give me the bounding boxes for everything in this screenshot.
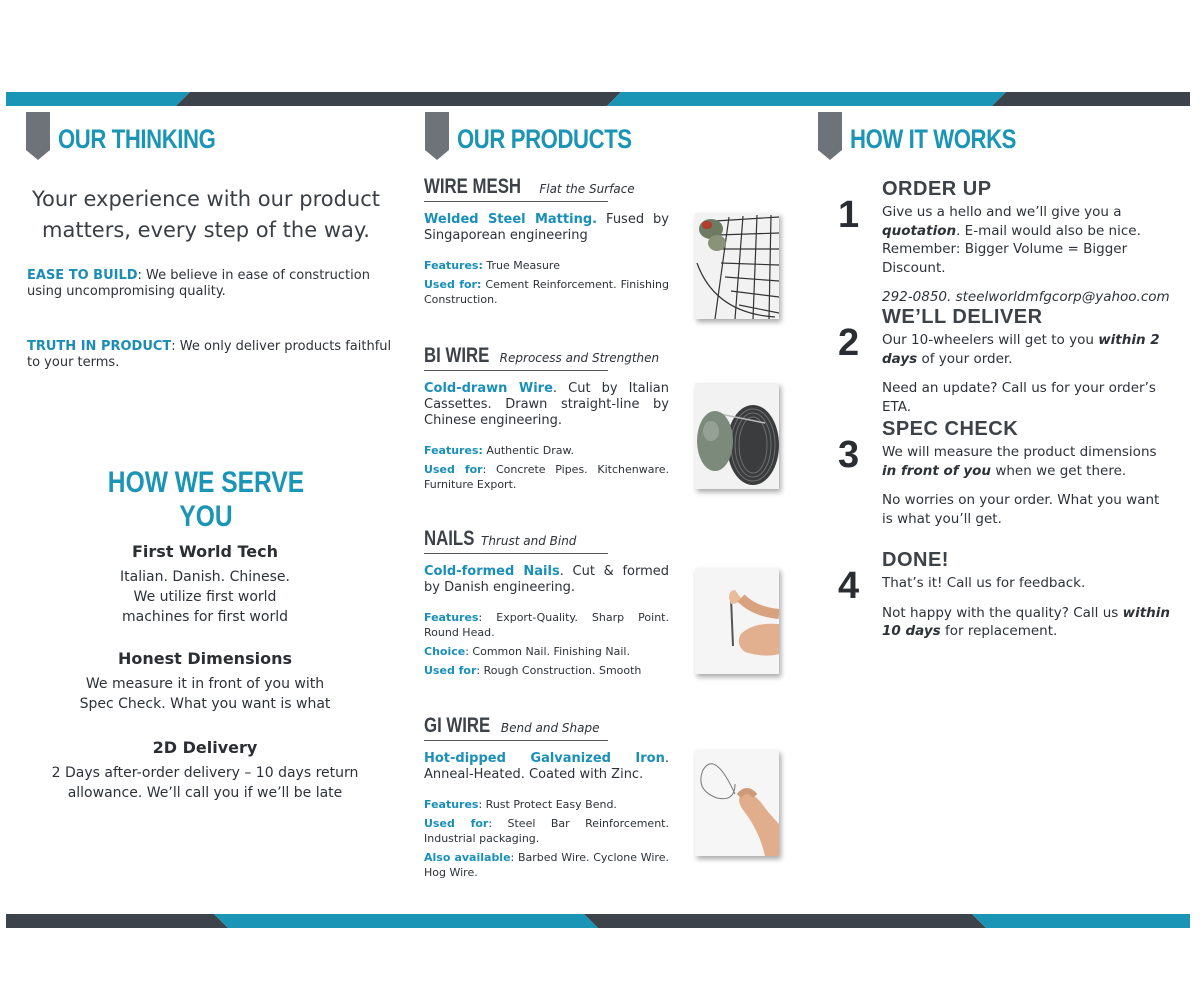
step-title: ORDER UP (882, 178, 992, 200)
product-nails (424, 527, 669, 678)
product-lead: Cold-formed Nails. Cut & formed by Danish engineering. (424, 564, 670, 595)
product-gi-wire (424, 714, 669, 880)
product-lead: Cold-drawn Wire. Cut by Italian Cassettes. Drawn straight-line by Chinese engineering. (424, 381, 670, 428)
product-subtitle: Flat the Surface (539, 182, 635, 196)
step-text: We will measure the product dimensions in front of you when we get there. (882, 444, 1157, 479)
gi-wire-photo (695, 750, 779, 856)
service-title: First World Tech (131, 542, 279, 561)
step-number: 1 (838, 194, 860, 236)
step-number: 4 (838, 565, 860, 607)
how-it-works-title: HOW IT WORKS (850, 124, 1017, 154)
product-subtitle: Thrust and Bind (481, 534, 577, 548)
service-text: We measure it in front of you with Spec Check. What you want is what (79, 676, 331, 712)
truth-label: TRUTH IN PRODUCT (27, 339, 172, 354)
service-first-world-tech (40, 542, 370, 627)
chevron-marker-icon (26, 112, 50, 160)
product-bi-wire (424, 344, 669, 492)
tagline: Your experience with our product matters, every step of the way. (31, 187, 381, 242)
step-number: 3 (838, 434, 860, 476)
step-text: Our 10-wheelers will get to you within 2 days of your order. (882, 332, 1160, 367)
how-we-serve-title: HOW WE SERVE YOU (107, 466, 305, 533)
product-features: Features: Export-Quality. Sharp Point. Round Head. (424, 611, 669, 639)
product-choice: Choice: Common Nail. Finishing Nail. (424, 645, 630, 658)
bi-wire-photo (695, 383, 779, 489)
product-lead: Hot-dipped Galvanized Iron. Anneal-Heated. Coated with Zinc. (424, 751, 669, 782)
chevron-marker-icon (818, 112, 842, 160)
step-note: No worries on your order. What you want is what you’ll get. (882, 492, 1160, 527)
product-name: WIRE MESH (424, 175, 522, 198)
service-text: Italian. Danish. Chinese. We utilize first world machines for first world (120, 569, 290, 625)
service-text: 2 Days after-order delivery – 10 days return allowance. We’ll call you if we’ll be late (51, 765, 359, 801)
ease-label: EASE TO BUILD (27, 268, 138, 283)
step-title: WE’LL DELIVER (882, 306, 1043, 328)
service-2d-delivery (40, 738, 370, 803)
our-thinking-title: OUR THINKING (58, 124, 216, 154)
service-title: 2D Delivery (152, 738, 258, 757)
product-wire-mesh (424, 175, 669, 307)
step-done (838, 549, 1178, 641)
product-name: NAILS (424, 527, 475, 550)
top-stripe (6, 92, 1190, 106)
product-features: Features: True Measure (424, 259, 560, 272)
nail-photo (695, 568, 779, 674)
chevron-marker-icon (425, 112, 449, 160)
contact-info: 292-0850. steelworldmfgcorp@yahoo.com (882, 289, 1170, 305)
step-number: 2 (838, 322, 860, 364)
product-subtitle: Bend and Shape (500, 721, 600, 735)
truth-in-product-paragraph (27, 339, 392, 371)
bottom-stripe (6, 914, 1190, 928)
product-name: BI WIRE (424, 344, 490, 367)
truth-text: : We only deliver products faithful to your terms. (27, 339, 392, 370)
ease-to-build-paragraph (27, 268, 392, 300)
product-used-for: Used for: Concrete Pipes. Kitchenware. Furniture Export. (424, 463, 669, 491)
step-title: DONE! (882, 549, 949, 571)
step-well-deliver (838, 306, 1178, 416)
step-note: Not happy with the quality? Call us within 10 days for replacement. (882, 604, 1170, 639)
product-lead: Welded Steel Matting. Fused by Singaporean engineering (424, 212, 669, 243)
product-used-for: Used for: Steel Bar Reinforcement. Industrial packaging. (424, 817, 669, 845)
service-title: Honest Dimensions (118, 649, 292, 668)
service-honest-dimensions (40, 649, 370, 714)
ease-text: : We believe in ease of construction using uncompromising quality. (27, 268, 370, 299)
product-features: Features: Rust Protect Easy Bend. (424, 798, 617, 811)
product-also-available: Also available: Barbed Wire. Cyclone Wire. Hog Wire. (424, 851, 669, 879)
step-title: SPEC CHECK (882, 418, 1019, 440)
product-used-for: Used for: Cement Reinforcement. Finishing Construction. (424, 278, 669, 306)
product-subtitle: Reprocess and Strengthen (499, 351, 660, 365)
wire-mesh-photo (695, 213, 779, 319)
step-order-up (838, 178, 1178, 307)
step-note: Need an update? Call us for your order’s ETA. (882, 380, 1156, 415)
product-used-for: Used for: Rough Construction. Smooth (424, 664, 642, 677)
product-name: GI WIRE (424, 714, 491, 737)
step-text: Give us a hello and we’ll give you a quotation. E-mail would also be nice. Remember: Bigger Volume = Bigger Discount. (882, 204, 1141, 276)
step-spec-check (838, 418, 1178, 528)
our-products-title: OUR PRODUCTS (457, 124, 632, 154)
step-text: That’s it! Call us for feedback. (882, 575, 1086, 591)
product-features: Features: Authentic Draw. (424, 444, 575, 457)
